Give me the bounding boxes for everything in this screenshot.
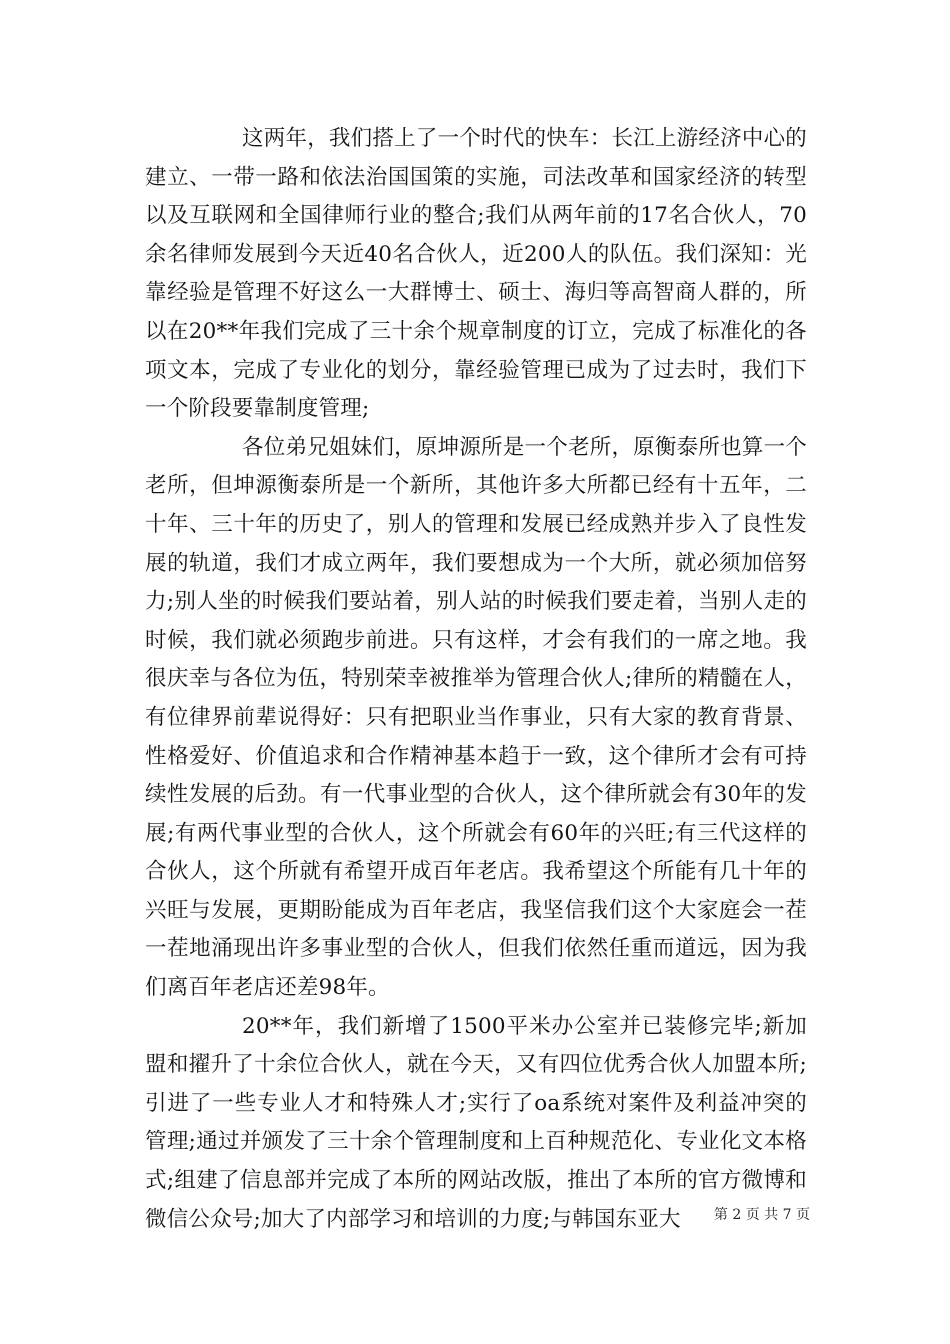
paragraph-2: 各位弟兄姐妹们，原坤源所是一个老所，原衡泰所也算一个老所，但坤源衡泰所是一个新所，其他许多大所都已经有十五年，二十年、三十年的历史了，别人的管理和发展已经成熟并步入了良性发展的轨道，我们才成立两年，我们要想成为一个大所，就必须加倍努力;别人坐的时候我们要站着，别人站的时候我们要走着，当别人走的时候，我们就必须跑步前进。只有这样，才会有我们的一席之地。我很庆幸与各位为伍，特别荣幸被推举为管理合伙人;律所的精髓在人，有位律界前辈说得好：只有把职业当作事业，只有大家的教育背景、性格爱好、价值追求和合作精神基本趋于一致，这个律所才会有可持续性发展的后劲。有一代事业型的合伙人，这个律所就会有30年的发展;有两代事业型的合伙人，这个所就会有60年的兴旺;有三代这样的合伙人，这个所就有希望开成百年老店。我希望这个所能有几十年的兴旺与发展，更期盼能成为百年老店，我坚信我们这个大家庭会一茬一茬地涌现出许多事业型的合伙人，但我们依然任重而道远，因为我们离百年老店还差98年。 xyxy=(145,434,807,1001)
paragraph-1: 这两年，我们搭上了一个时代的快车：长江上游经济中心的建立、一带一路和依法治国国策的实施，司法改革和国家经济的转型以及互联网和全国律师行业的整合;我们从两年前的17名合伙人，70余名律师发展到今天近40名合伙人，近200人的队伍。我们深知：光靠经验是管理不好这么一大群博士、硕士、海归等高智商人群的，所以在20**年我们完成了三十余个规章制度的订立，完成了标准化的各项文本，完成了专业化的划分，靠经验管理已成为了过去时，我们下一个阶段要靠制度管理; xyxy=(145,126,807,422)
paragraph-3: 20**年，我们新增了1500平米办公室并已装修完毕;新加盟和擢升了十余位合伙人，就在今天，又有四位优秀合伙人加盟本所;引进了一些专业人才和特殊人才;实行了oa系统对案件及利益冲突的管理;通过并颁发了三十余个管理制度和上百种规范化、专业化文本格式;组建了信息部并完成了本所的网站改版，推出了本所的官方微博和微信公众号;加大了内部学习和培训的力度;与韩国东亚大 xyxy=(145,1013,807,1232)
page-number-footer: 第 2 页 共 7 页 xyxy=(713,1207,810,1223)
document-body xyxy=(145,120,807,1239)
